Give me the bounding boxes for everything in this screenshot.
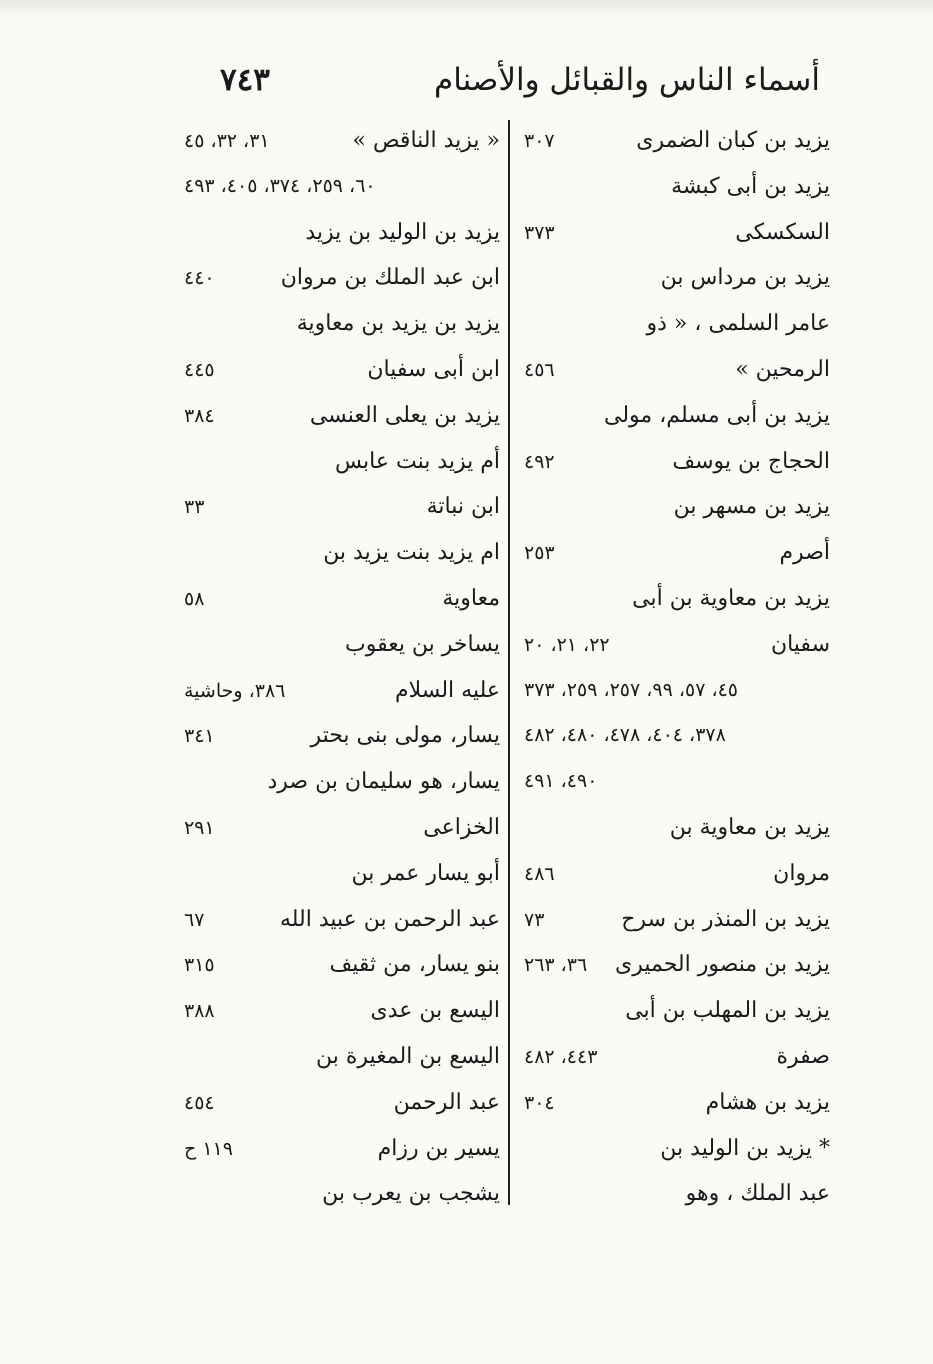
entry-name: أصرم (779, 540, 830, 566)
index-entry (180, 1171, 500, 1217)
index-entry (180, 530, 500, 576)
index-entry (520, 713, 830, 759)
entry-name: يزيد بن مرداس بن (660, 265, 830, 291)
entry-name: يزيد بن مسهر بن (673, 494, 830, 520)
index-entry (180, 118, 500, 164)
index-entry (520, 668, 830, 714)
entry-name: يزيد بن يزيد بن معاوية (296, 311, 500, 337)
entry-name: يسار، هو سليمان بن صرد (267, 769, 500, 795)
page-title: أسماء الناس والقبائل والأصنام (434, 62, 820, 98)
entry-name: أم يزيد بنت عابس (334, 448, 500, 474)
entry-page-refs: ٣٧٣ (524, 221, 555, 244)
entry-name: يسار، مولى بنى بحتر (310, 723, 500, 749)
scan-edge (0, 0, 933, 18)
index-entry (180, 668, 500, 714)
entry-name: يزيد بن أبى مسلم، مولى (604, 402, 830, 428)
left-column (180, 118, 500, 1217)
entry-page-refs: ٥٨ (184, 587, 205, 610)
index-entry (180, 988, 500, 1034)
column-divider (508, 120, 510, 1205)
entry-name: سفيان (770, 631, 830, 657)
entry-name: يساخر بن يعقوب (345, 631, 500, 657)
index-entry (520, 439, 830, 485)
entry-page-refs: ٣٦، ٢٦٣ (524, 954, 588, 977)
index-entry (520, 164, 830, 210)
entry-name: يزيد بن هشام (705, 1089, 830, 1115)
entry-name: الحجاج بن يوسف (672, 448, 830, 474)
index-entry (180, 347, 500, 393)
index-entry (520, 988, 830, 1034)
entry-page-refs: ٤٤٠ (184, 267, 215, 290)
index-entry (180, 255, 500, 301)
entry-page-refs: ١١٩ ح (184, 1137, 233, 1160)
entry-page-refs: ٣١، ٣٢، ٤٥ (184, 130, 270, 152)
index-entry (180, 1126, 500, 1172)
entry-name: بنو يسار، من ثقيف (329, 952, 500, 978)
index-entry (180, 805, 500, 851)
entry-name: يزيد بن أبى كبشة (671, 173, 830, 199)
entry-page-refs: ٧٣ (524, 908, 545, 931)
entry-page-refs: ٦٧ (184, 908, 205, 931)
entry-page-refs: ٤٥٤ (184, 1091, 215, 1114)
entry-page-refs: ٤٩٢ (524, 450, 555, 473)
entry-name: عبد الرحمن (393, 1089, 500, 1115)
entry-name: يزيد بن معاوية بن (669, 814, 830, 840)
entry-name: عبد الملك ، وهو (685, 1181, 830, 1207)
entry-page-refs: ٣٨٤ (184, 404, 215, 427)
entry-name: اليسع بن عدى (370, 998, 500, 1024)
entry-name: الخزاعى (423, 814, 500, 840)
index-entry (520, 530, 830, 576)
entry-page-refs: ٢٢، ٢١، ٢٠ (524, 633, 610, 656)
entry-name: عبد الرحمن بن عبيد الله (279, 906, 500, 932)
index-entry (180, 164, 500, 210)
entry-name: يشجب بن يعرب بن (322, 1181, 500, 1207)
index-entry (520, 622, 830, 668)
index-entry (180, 576, 500, 622)
entry-name: أبو يسار عمر بن (351, 860, 500, 886)
index-entry (520, 484, 830, 530)
entry-name: يزيد بن يعلى العنسى (309, 402, 500, 428)
index-entry (180, 897, 500, 943)
entry-name: يزيد بن كبان الضمرى (636, 128, 830, 153)
entry-name: يزيد بن الوليد بن يزيد (305, 219, 500, 245)
index-entry (180, 1034, 500, 1080)
entry-name: اليسع بن المغيرة بن (316, 1043, 500, 1069)
entry-page-refs: ٣٠٤ (524, 1091, 555, 1114)
index-entry (520, 1034, 830, 1080)
entry-page-refs: ٤٨٦ (524, 862, 555, 885)
entry-name: يزيد بن المنذر بن سرح (621, 906, 830, 932)
index-entry (520, 1126, 830, 1172)
index-entry (180, 301, 500, 347)
index-entry (180, 851, 500, 897)
index-entry (520, 897, 830, 943)
index-entry (520, 576, 830, 622)
index-entry (520, 1080, 830, 1126)
entry-name: صفرة (776, 1043, 830, 1069)
entry-name: السكسكى (735, 219, 830, 245)
right-column (520, 118, 830, 1217)
entry-page-refs: ٣٠٧ (524, 130, 555, 152)
index-entry (520, 759, 830, 805)
entry-page-refs: ٤٩٠، ٤٩١ (524, 770, 598, 793)
index-entry (520, 118, 830, 164)
entry-name: عامر السلمى ، « ذو (646, 311, 830, 337)
entry-name: ام يزيد بنت يزيد بن (323, 540, 500, 566)
index-entry (520, 942, 830, 988)
entry-name: الرمحين » (735, 356, 830, 382)
index-entry (180, 759, 500, 805)
entry-name: عليه السلام (394, 677, 500, 703)
page-number: ٧٤٣ (220, 62, 270, 98)
entry-page-refs: ٤٥، ٥٧، ٩٩، ٢٥٧، ٢٥٩، ٣٧٣ (524, 678, 738, 701)
entry-page-refs: ٤٥٦ (524, 358, 555, 381)
entry-name: يسير بن رزام (377, 1135, 500, 1161)
entry-name: يزيد بن منصور الحميرى (614, 952, 830, 978)
entry-name: ابن نباتة (426, 494, 500, 520)
entry-name: مروان (773, 860, 830, 886)
entry-name: يزيد بن المهلب بن أبى (625, 998, 830, 1024)
index-entry (520, 347, 830, 393)
entry-page-refs: ٣٨٨ (184, 1000, 215, 1023)
entry-page-refs: ٤٤٣، ٤٨٢ (524, 1045, 598, 1068)
index-entry (180, 713, 500, 759)
entry-page-refs: ٣٨٦، وحاشية (184, 679, 286, 702)
index-entry (180, 1080, 500, 1126)
index-entry (520, 851, 830, 897)
index-entry (180, 439, 500, 485)
index-entry (520, 1171, 830, 1217)
index-entry (180, 942, 500, 988)
entry-name: * يزيد بن الوليد بن (660, 1135, 830, 1161)
entry-page-refs: ٢٩١ (184, 816, 215, 839)
page-header (220, 62, 820, 110)
entry-page-refs: ٢٥٣ (524, 542, 555, 565)
index-entry (180, 484, 500, 530)
entry-name: ابن أبى سفيان (367, 356, 500, 382)
index-entry (520, 255, 830, 301)
index-entry (180, 210, 500, 256)
entry-name: يزيد بن معاوية بن أبى (632, 585, 830, 611)
index-entry (180, 393, 500, 439)
entry-name: معاوية (442, 585, 500, 611)
entry-page-refs: ٣١٥ (184, 954, 215, 977)
entry-name: ابن عبد الملك بن مروان (280, 265, 500, 291)
index-entry (520, 393, 830, 439)
entry-page-refs: ٤٤٥ (184, 358, 215, 381)
index-entry (520, 210, 830, 256)
entry-page-refs: ٣٧٨، ٤٠٤، ٤٧٨، ٤٨٠، ٤٨٢ (524, 724, 726, 747)
entry-page-refs: ٣٤١ (184, 725, 215, 748)
index-entry (520, 805, 830, 851)
index-entry (520, 301, 830, 347)
entry-page-refs: ٣٣ (184, 496, 205, 519)
entry-name: « يزيد الناقص » (352, 128, 500, 153)
index-entry (180, 622, 500, 668)
entry-page-refs: ٦٠، ٢٥٩، ٣٧٤، ٤٠٥، ٤٩٣ (184, 174, 376, 197)
